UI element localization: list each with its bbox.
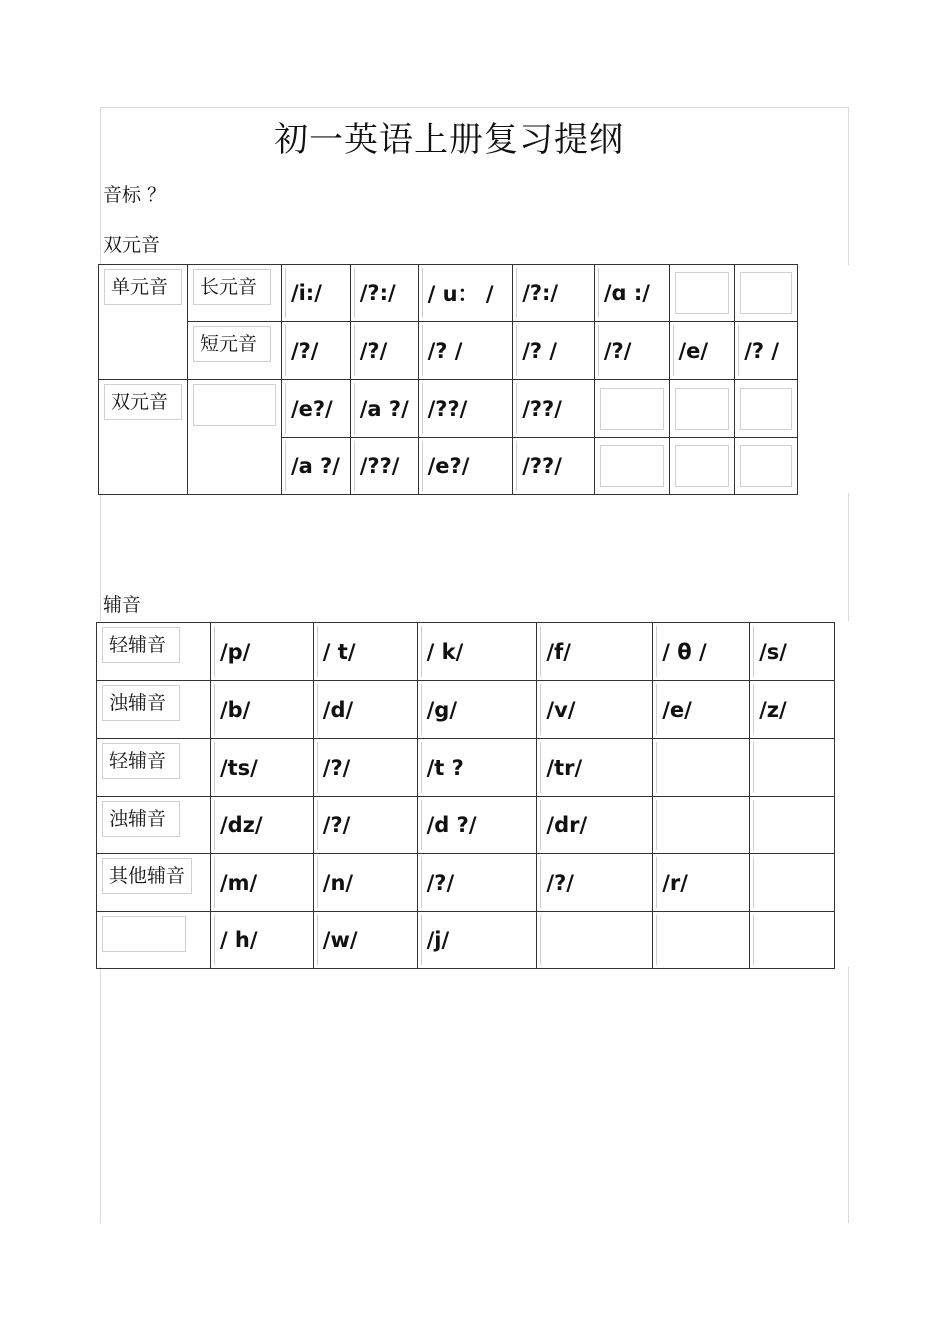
- empty-cell: [750, 739, 835, 797]
- consonant-symbol: /?/: [417, 854, 537, 912]
- diphthong-symbol: /e?/: [281, 380, 350, 438]
- long-vowel-symbol: / u： /: [418, 265, 513, 322]
- empty-cell: [750, 854, 835, 912]
- diphthong-cell: [99, 380, 188, 495]
- consonant-row-label-cell: [97, 912, 211, 969]
- empty-cell: [188, 380, 282, 495]
- diphthong-symbol: /a ?/: [281, 438, 350, 495]
- consonant-symbol: /dr/: [537, 797, 653, 854]
- consonant-symbol: /?/: [313, 739, 417, 797]
- consonant-symbol: /m/: [210, 854, 313, 912]
- diphthong-symbol: /a ?/: [350, 380, 418, 438]
- empty-cell: [653, 739, 750, 797]
- short-vowel-symbol: /?/: [594, 322, 669, 380]
- consonant-symbol: /dz/: [210, 797, 313, 854]
- document-title: 初一英语上册复习提纲: [274, 120, 624, 160]
- consonant-symbol: /tr/: [537, 739, 653, 797]
- consonant-row-label-cell: [97, 854, 211, 912]
- consonant-table: [96, 622, 835, 969]
- consonant-symbol: /d/: [313, 681, 417, 739]
- consonant-symbol: /e/: [653, 681, 750, 739]
- consonant-symbol: /?/: [313, 797, 417, 854]
- consonant-symbol: /d ?/: [417, 797, 537, 854]
- diphthong-label: 双元音: [104, 384, 182, 420]
- section-consonant: 辅音: [103, 594, 142, 616]
- short-vowel-symbol: /e/: [669, 322, 735, 380]
- consonant-row-label-cell: [97, 797, 211, 854]
- monophthong-label: 单元音: [104, 269, 182, 305]
- empty-cell: [594, 438, 669, 495]
- long-vowel-label: 长元音: [193, 269, 271, 305]
- consonant-symbol: /w/: [313, 912, 417, 969]
- short-vowel-symbol: /?/: [281, 322, 350, 380]
- empty-cell: [537, 912, 653, 969]
- long-vowel-symbol: /i:/: [281, 265, 350, 322]
- page-frame-bottom: [100, 967, 849, 1223]
- long-vowel-symbol: /?:/: [513, 265, 595, 322]
- consonant-row-label-cell: [97, 681, 211, 739]
- consonant-symbol: /j/: [417, 912, 537, 969]
- empty-cell: [669, 265, 735, 322]
- short-vowel-symbol: /? /: [513, 322, 595, 380]
- long-vowel-label-cell: [188, 265, 282, 322]
- short-vowel-symbol: /? /: [735, 322, 798, 380]
- empty-cell: [653, 912, 750, 969]
- monophthong-cell: [99, 265, 188, 380]
- empty-cell: [653, 797, 750, 854]
- consonant-symbol: / k/: [417, 623, 537, 681]
- empty-cell: [594, 380, 669, 438]
- short-vowel-symbol: /? /: [418, 322, 513, 380]
- consonant-symbol: /?/: [537, 854, 653, 912]
- consonant-row-label: 轻辅音: [102, 743, 180, 779]
- consonant-symbol: /p/: [210, 623, 313, 681]
- diphthong-symbol: /e?/: [418, 438, 513, 495]
- consonant-symbol: /v/: [537, 681, 653, 739]
- consonant-symbol: /z/: [750, 681, 835, 739]
- diphthong-symbol: /??/: [513, 438, 595, 495]
- consonant-row-label: 其他辅音: [102, 858, 192, 894]
- consonant-symbol: / t/: [313, 623, 417, 681]
- diphthong-symbol: /??/: [513, 380, 595, 438]
- long-vowel-symbol: /?:/: [350, 265, 418, 322]
- empty-cell: [735, 265, 798, 322]
- empty-cell: [669, 438, 735, 495]
- consonant-symbol: /s/: [750, 623, 835, 681]
- empty-cell: [735, 438, 798, 495]
- consonant-symbol: /ts/: [210, 739, 313, 797]
- section-phonetics: 音标 ？: [103, 184, 167, 206]
- empty-cell: [750, 912, 835, 969]
- consonant-symbol: /g/: [417, 681, 537, 739]
- section-diphthong: 双元音: [103, 234, 161, 256]
- consonant-symbol: /t ?: [417, 739, 537, 797]
- consonant-row-label: 轻辅音: [102, 627, 180, 663]
- short-vowel-label: 短元音: [193, 326, 271, 362]
- consonant-row-label: [102, 916, 186, 952]
- long-vowel-symbol: /ɑ :/: [594, 265, 669, 322]
- consonant-row-label-cell: [97, 739, 211, 797]
- consonant-row-label-cell: [97, 623, 211, 681]
- vowel-table: [98, 264, 798, 495]
- consonant-symbol: / θ /: [653, 623, 750, 681]
- short-vowel-symbol: /?/: [350, 322, 418, 380]
- diphthong-symbol: /??/: [418, 380, 513, 438]
- short-vowel-label-cell: [188, 322, 282, 380]
- empty-cell: [750, 797, 835, 854]
- consonant-symbol: /r/: [653, 854, 750, 912]
- page-frame-middle: [100, 493, 849, 621]
- consonant-symbol: /f/: [537, 623, 653, 681]
- diphthong-symbol: /??/: [350, 438, 418, 495]
- consonant-symbol: /b/: [210, 681, 313, 739]
- consonant-symbol: /n/: [313, 854, 417, 912]
- empty-cell: [669, 380, 735, 438]
- empty-cell: [735, 380, 798, 438]
- consonant-symbol: / h/: [210, 912, 313, 969]
- consonant-row-label: 浊辅音: [102, 801, 180, 837]
- consonant-row-label: 浊辅音: [102, 685, 180, 721]
